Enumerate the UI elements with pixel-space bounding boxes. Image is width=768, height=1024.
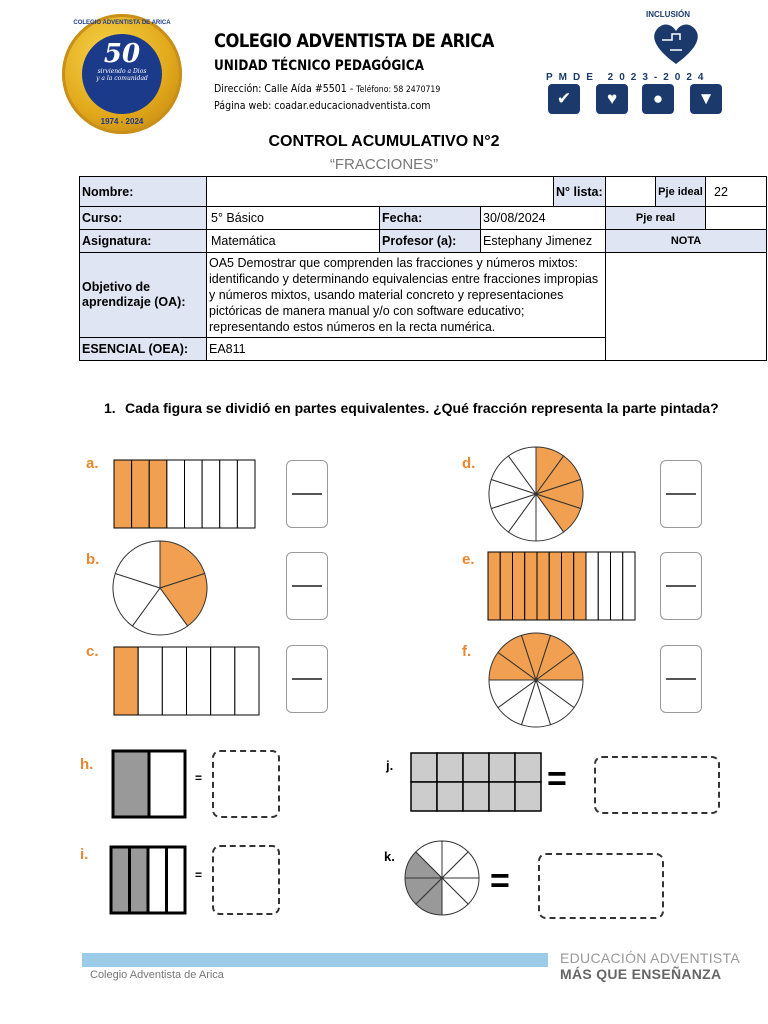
- grid-cell: [437, 782, 463, 811]
- equals-h: =: [195, 771, 203, 785]
- figure-a-bar: [112, 458, 258, 530]
- fraction-bar: [666, 585, 696, 587]
- oa-label: Objetivo de aprendizaje (OA):: [80, 253, 207, 338]
- school-unit: UNIDAD TÉCNICO PEDAGÓGICA: [214, 58, 424, 74]
- grid-cell: [489, 753, 515, 782]
- bar-segment: [623, 552, 635, 620]
- bar-segment: [167, 847, 186, 913]
- fraction-bar: [666, 493, 696, 495]
- nombre-field[interactable]: [207, 177, 554, 207]
- equals-j: =: [547, 760, 567, 798]
- oea-value: EA811: [207, 338, 606, 361]
- heart-icon: ♥: [596, 84, 628, 114]
- asignatura-label: Asignatura:: [80, 230, 207, 253]
- bar-segment: [148, 847, 167, 913]
- inclusion-label: INCLUSIÓN: [646, 10, 690, 19]
- bar-segment: [235, 647, 259, 715]
- seal-motto-1: sirviendo a Dios: [97, 68, 147, 75]
- pje-real-field[interactable]: [706, 207, 767, 230]
- bar-segment: [513, 552, 525, 620]
- bar-segment: [237, 460, 255, 528]
- seal-top-text: COLEGIO ADVENTISTA DE ARICA: [73, 20, 171, 26]
- grid-cell: [437, 753, 463, 782]
- bar-segment: [185, 460, 203, 528]
- seal-number: 50: [103, 39, 141, 69]
- grid-cell: [463, 782, 489, 811]
- grid-cell: [515, 782, 541, 811]
- footer-brand-line1: EDUCACIÓN ADVENTISTA: [560, 950, 740, 966]
- page-subtitle: “FRACCIONES”: [329, 156, 439, 173]
- bar-segment: [114, 647, 138, 715]
- item-j-letter: j.: [386, 758, 394, 773]
- figure-i-bar: [108, 844, 190, 916]
- asignatura-value: Matemática: [207, 230, 380, 253]
- figure-f-circle: [486, 628, 586, 732]
- footer-bar: [82, 953, 548, 967]
- fraction-bar: [292, 493, 322, 495]
- oea-label: ESENCIAL (OEA):: [80, 338, 207, 361]
- nlista-field[interactable]: [606, 177, 656, 207]
- address-text: Dirección: Calle Aída #5501 -: [214, 82, 354, 95]
- answer-box-b[interactable]: [286, 552, 328, 620]
- bar-segment: [525, 552, 537, 620]
- answer-box-i[interactable]: [212, 845, 280, 915]
- figure-b-circle: [110, 536, 210, 640]
- fraction-bar: [292, 678, 322, 680]
- page-title: CONTROL ACUMULATIVO N°2: [268, 133, 500, 150]
- bar-segment: [149, 751, 185, 817]
- pmde-label: PMDE 2023-2024: [546, 72, 710, 83]
- pje-real-label: Pje real: [606, 207, 706, 230]
- item-i-letter: i.: [80, 846, 89, 863]
- footer-school: Colegio Adventista de Arica: [90, 969, 224, 981]
- check-icon: ✔: [548, 84, 580, 114]
- pje-ideal-value: 22: [706, 177, 767, 207]
- item-a-letter: a.: [86, 455, 99, 472]
- figure-d-circle: [486, 442, 586, 546]
- grid-cell: [411, 782, 437, 811]
- nlista-label: N° lista:: [554, 177, 606, 207]
- figure-j-grid: [408, 750, 544, 814]
- bar-segment: [114, 460, 132, 528]
- pin-icon: ▼: [690, 84, 722, 114]
- answer-box-c[interactable]: [286, 645, 328, 713]
- bar-segment: [611, 552, 623, 620]
- bar-segment: [167, 460, 185, 528]
- info-table: [79, 176, 767, 361]
- school-name: COLEGIO ADVENTISTA DE ARICA: [214, 30, 494, 52]
- fecha-value: 30/08/2024: [481, 207, 606, 230]
- figure-c-bar: [112, 645, 262, 717]
- figure-k-circle: [402, 836, 482, 920]
- equals-k: =: [490, 862, 510, 900]
- fraction-bar: [666, 678, 696, 680]
- bar-segment: [586, 552, 598, 620]
- curso-label: Curso:: [80, 207, 207, 230]
- grid-cell: [515, 753, 541, 782]
- bar-segment: [537, 552, 549, 620]
- profesor-value: Estephany Jimenez: [481, 230, 606, 253]
- seal-inner: [82, 34, 162, 114]
- bar-segment: [149, 460, 167, 528]
- answer-box-j[interactable]: [594, 756, 720, 814]
- bar-segment: [111, 847, 130, 913]
- chat-icon: ●: [642, 84, 674, 114]
- item-f-letter: f.: [462, 643, 472, 660]
- nota-field[interactable]: [606, 253, 767, 361]
- grid-cell: [411, 753, 437, 782]
- question-1: [104, 398, 724, 419]
- item-k-letter: k.: [384, 849, 395, 864]
- school-address: [214, 82, 440, 95]
- bar-segment: [500, 552, 512, 620]
- fraction-bar: [292, 585, 322, 587]
- answer-box-a[interactable]: [286, 460, 328, 528]
- nombre-label: Nombre:: [80, 177, 207, 207]
- inclusion-heart-icon: [650, 22, 702, 66]
- bar-segment: [488, 552, 500, 620]
- seal-motto-2: y a la comunidad: [96, 75, 148, 82]
- question-text: Cada figura se dividió en partes equivalentes. ¿Qué fracción representa la parte pintada?: [125, 400, 719, 416]
- item-b-letter: b.: [86, 551, 100, 568]
- bar-segment: [549, 552, 561, 620]
- bar-segment: [187, 647, 211, 715]
- bar-segment: [113, 751, 149, 817]
- bar-segment: [162, 647, 186, 715]
- bar-segment: [211, 647, 235, 715]
- oa-value: OA5 Demostrar que comprenden las fracciones y números mixtos: identificando y determinando equivalencias entre fracciones impropias y números mixtos, usando material concreto y representaciones pictóricas de manera manual y/o con software educativo; representando estos números en la recta numérica.: [207, 253, 606, 338]
- school-web: Página web: coadar.educacionadventista.com: [214, 99, 431, 112]
- school-seal-logo: [62, 14, 182, 134]
- answer-box-h[interactable]: [212, 750, 280, 818]
- answer-box-k[interactable]: [538, 853, 664, 919]
- fecha-label: Fecha:: [380, 207, 481, 230]
- phone-text: Teléfono: 58 2470719: [356, 85, 441, 95]
- footer-brand-line2: MÁS QUE ENSEÑANZA: [560, 966, 722, 982]
- bar-segment: [598, 552, 610, 620]
- bar-segment: [130, 847, 149, 913]
- profesor-label: Profesor (a):: [380, 230, 481, 253]
- answer-box-e[interactable]: [660, 552, 702, 620]
- question-number: 1.: [104, 400, 116, 416]
- bar-segment: [202, 460, 220, 528]
- item-h-letter: h.: [80, 756, 94, 773]
- bar-segment: [562, 552, 574, 620]
- bar-segment: [220, 460, 238, 528]
- item-e-letter: e.: [462, 551, 475, 568]
- answer-box-f[interactable]: [660, 645, 702, 713]
- bar-segment: [574, 552, 586, 620]
- equals-i: =: [195, 868, 203, 882]
- item-d-letter: d.: [462, 455, 476, 472]
- item-c-letter: c.: [86, 643, 99, 660]
- nota-label: NOTA: [606, 230, 767, 253]
- bar-segment: [138, 647, 162, 715]
- curso-value: 5° Básico: [207, 207, 380, 230]
- figure-h-bar: [110, 748, 190, 820]
- figure-e-bar: [486, 550, 638, 622]
- bar-segment: [132, 460, 150, 528]
- grid-cell: [463, 753, 489, 782]
- grid-cell: [489, 782, 515, 811]
- pje-ideal-label: Pje ideal: [656, 177, 706, 207]
- answer-box-d[interactable]: [660, 460, 702, 528]
- seal-years: 1974 - 2024: [100, 117, 144, 126]
